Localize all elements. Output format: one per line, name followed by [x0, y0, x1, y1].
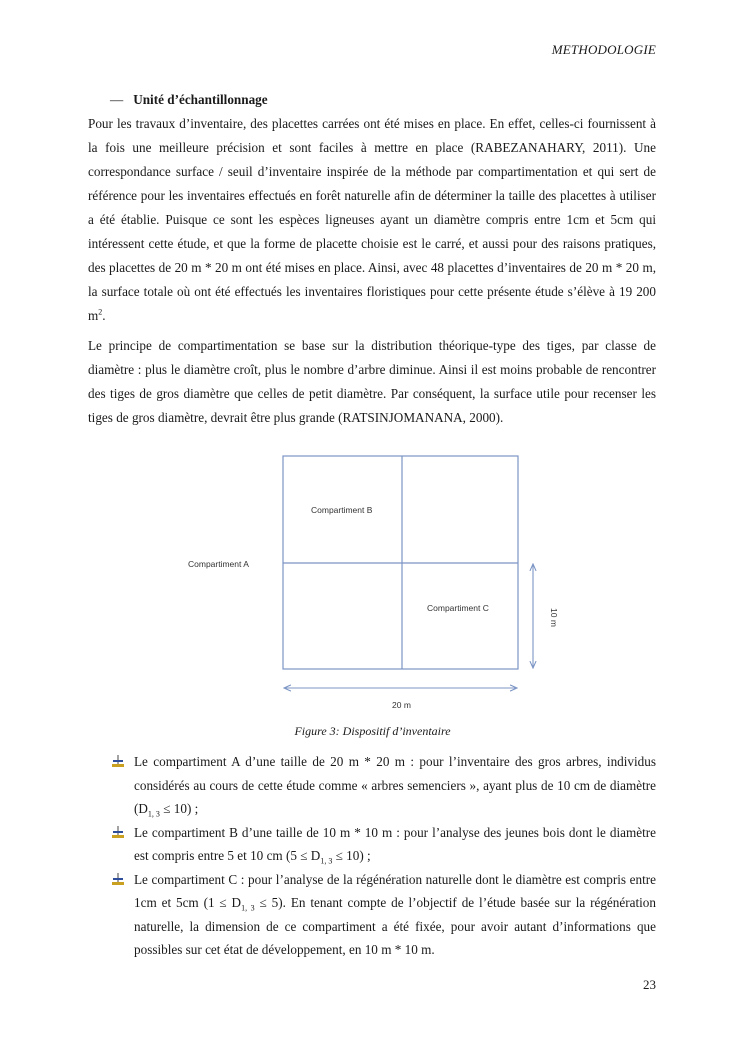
main-text	[88, 88, 656, 430]
figure-caption: Figure 3: Dispositif d’inventaire	[294, 724, 451, 738]
page-number: 23	[643, 977, 656, 992]
paragraph-2: Le principe de compartimentation se base sur la distribution théorique-type des tiges, par classe de diamètre : plus le diamètre croît, plus le nombre d’arbre diminue. Ainsi il est moins probable de rencontrer des tiges de gros diamètre que celles de petit diamètre. Par conséquent, la surface utile pour recenser les tiges de gros diamètre, devrait être plus grande (RATSINJOMANANA, 2000).	[88, 338, 656, 425]
bullet-3-text: Le compartiment C : pour l’analyse de la régénération naturelle dont le diamètre est compris entre 1cm et 5cm (1 ≤ D	[134, 871, 656, 910]
bullet-item-2	[110, 821, 656, 868]
section-heading	[110, 88, 656, 112]
bullet-2-text: Le compartiment B d’une taille de 10 m * 10 m : pour l’analyse des jeunes bois dont le diamètre est compris entre 5 et 10 cm (5 ≤ D	[134, 824, 656, 863]
label-20m: 20 m	[392, 700, 411, 710]
bullet-item-3	[110, 868, 656, 962]
label-compartment-c: Compartiment C	[427, 603, 489, 613]
bullet-1-text: Le compartiment A d’une taille de 20 m * 20 m : pour l’inventaire des gros arbres, individus considérés au cours de cette étude comme « arbres semenciers », ayant plus de 10 cm de diamètre (D	[134, 754, 656, 816]
bullet-1-end: ≤ 10) ;	[159, 801, 199, 816]
bullet-arrow-icon	[112, 873, 124, 885]
label-compartment-b: Compartiment B	[311, 505, 373, 515]
paragraph-1-end: .	[102, 308, 106, 323]
compartment-a-square	[283, 456, 518, 669]
heading-dash: —	[110, 92, 124, 107]
paragraph-1-text: Pour les travaux d’inventaire, des placettes carrées ont été mises en place. En effet, celles-ci fournissent à la fois une meilleure précision et sont faciles à mettre en place (RABEZANAHARY, 2011). Une correspondance surface / seuil d’inventaire inspirée de la méthode par compartimentation et qui sert de référence pour les inventaires effectués en forêt naturelle afin de déterminer la taille des placettes à utiliser a été établie. Puisque ce sont les espèces ligneuses ayant un diamètre compris entre 1cm et 5cm qui intéressent cette étude, et que la forme de placette choisie est le carré, et aussi pour des raisons pratiques, des placettes de 20 m * 20 m ont été mises en place. Ainsi, avec 48 placettes d’inventaires de 20 m * 20 m, la surface totale où ont été effectués les inventaires floristiques pour cette présente étude s’élève à 19 200 m	[88, 116, 656, 323]
paragraph-1	[88, 112, 656, 328]
bullet-3-end: ≤ 5). En tenant compte de l’objectif de l’étude basée sur la régénération naturelle, la dimension de ce compartiment a été fixée, pour avoir autant d’informations que possibles sur cet état de développement, en 10 m * 10 m.	[134, 895, 656, 957]
label-compartment-a: Compartiment A	[188, 559, 249, 569]
bullet-2-end: ≤ 10) ;	[332, 848, 371, 863]
superscript-2: 2	[98, 307, 103, 317]
bullet-list	[110, 750, 656, 962]
bullet-arrow-icon	[112, 826, 124, 838]
bullet-arrow-icon	[112, 755, 124, 767]
bullet-3-subscript: 1, 3	[241, 903, 255, 913]
label-10m: 10 m	[549, 608, 559, 627]
bullet-item-1	[110, 750, 656, 821]
bullet-2-subscript: 1, 3	[320, 856, 333, 866]
running-header: METHODOLOGIE	[551, 42, 656, 57]
heading-title: Unité d’échantillonnage	[133, 92, 268, 107]
bullet-1-subscript: 1, 3	[147, 809, 160, 819]
